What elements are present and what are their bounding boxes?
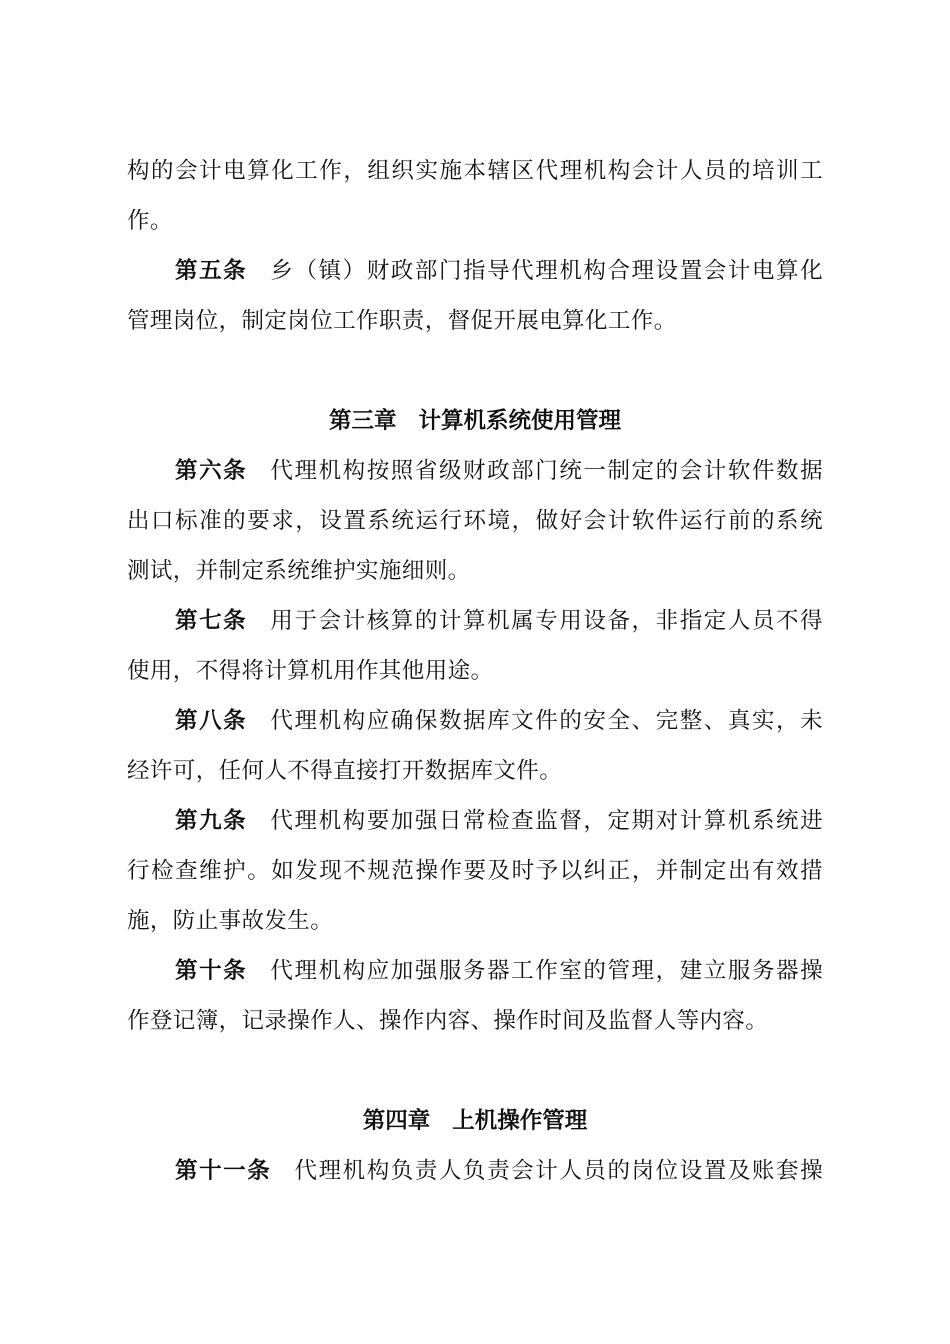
article-7-line [175,606,823,636]
article-text: 代理机构负责人负责会计人员的岗位设置及账套操 [293,1158,823,1184]
paragraph-line: 作登记簿，记录操作人、操作内容、操作时间及监督人等内容。 [127,1008,769,1034]
article-8-line [175,706,823,736]
chapter-number: 第四章 [362,1108,431,1134]
article-text: 乡（镇）财政部门指导代理机构合理设置会计电算化 [269,258,823,284]
paragraph-line: 测试，并制定系统维护实施细则。 [127,558,471,584]
chapter-heading [0,406,950,436]
article-6-line [175,456,823,486]
article-10-line [175,956,823,986]
paragraph-line: 施，防止事故发生。 [127,908,334,934]
paragraph-line: 出口标准的要求，设置系统运行环境，做好会计软件运行前的系统 [127,508,823,534]
article-9-line [175,806,823,836]
article-11-line [175,1156,823,1186]
article-label: 第六条 [175,458,248,484]
chapter-title: 上机操作管理 [452,1108,588,1134]
chapter-title: 计算机系统使用管理 [418,408,622,434]
article-label: 第十一条 [175,1158,272,1184]
article-text: 代理机构要加强日常检查监督，定期对计算机系统进 [269,808,823,834]
article-label: 第七条 [175,608,248,634]
chapter-heading [0,1106,950,1136]
paragraph-line: 行检查维护。如发现不规范操作要及时予以纠正，并制定出有效措 [127,858,823,884]
paragraph-line: 构的会计电算化工作，组织实施本辖区代理机构会计人员的培训工 [127,158,823,184]
article-label: 第八条 [175,708,248,734]
paragraph-line: 经许可，任何人不得直接打开数据库文件。 [127,758,563,784]
paragraph-line: 作。 [127,208,173,234]
article-text: 用于会计核算的计算机属专用设备，非指定人员不得 [269,608,823,634]
article-label: 第十条 [175,958,248,984]
chapter-number: 第三章 [328,408,397,434]
article-label: 第九条 [175,808,248,834]
paragraph-line: 管理岗位，制定岗位工作职责，督促开展电算化工作。 [127,308,677,334]
article-label: 第五条 [175,258,248,284]
article-text: 代理机构按照省级财政部门统一制定的会计软件数据 [269,458,823,484]
article-text: 代理机构应确保数据库文件的安全、完整、真实，未 [269,708,823,734]
paragraph-line: 使用，不得将计算机用作其他用途。 [127,658,494,684]
article-text: 代理机构应加强服务器工作室的管理，建立服务器操 [269,958,823,984]
article-5-line [175,256,823,286]
